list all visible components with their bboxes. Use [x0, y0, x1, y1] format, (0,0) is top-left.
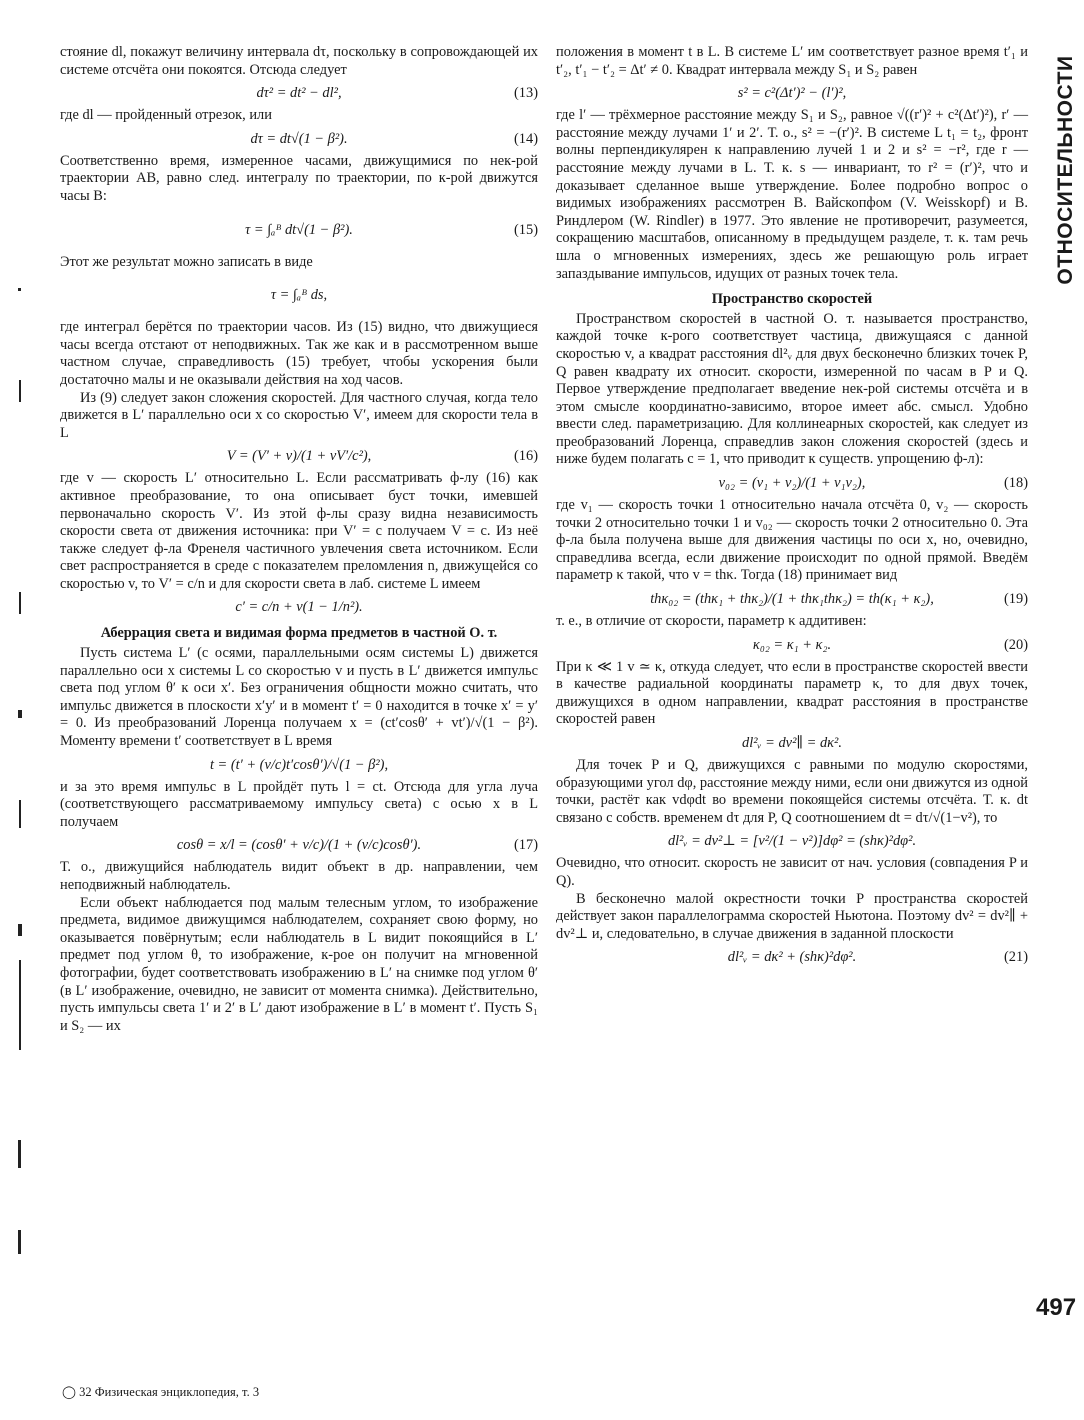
- section-heading: Пространство скоростей: [711, 291, 873, 308]
- paragraph: положения в момент t в L. В системе L′ им соответствует разное время t′₁ и t′₂, t′₁ − t′₂ = Δt′ ≠ 0. Квадрат интервала между S₁ и S₂ равен: [556, 44, 1028, 78]
- equation-20: κ₀₂ = κ₁ + κ₂. (20): [752, 636, 1028, 653]
- scan-mark: [19, 800, 21, 828]
- footer-signature: ◯ 32 Физическая энциклопедия, т. 3: [62, 1385, 260, 1399]
- equation-17a: t = (t′ + (v/c)t′cosθ′)/√(1 − β²),: [209, 756, 389, 773]
- equation-interval: s² = c²(Δt′)² − (l′)²,: [737, 85, 847, 102]
- scan-mark: [18, 710, 22, 718]
- left-column: [60, 44, 538, 1035]
- paragraph: Соответственно время, измеренное часами, движущимися по нек-рой траектории AB, равно след. интегралу по траектории, по к-рой движутся часы B:: [60, 152, 538, 204]
- paragraph: где v — скорость L′ относительно L. Если рассматривать ф-лу (16) как активное преобразование, то она описывает буст точки, имевшей первоначально скорость V′. Из этой ф-лы сразу видна независимость скорости света от движения источника: при V′ = c получаем V = c. Из неё также следует ф-ла Френеля частичного увлечения света источником. Если свет распространяется в среде с показателем преломления n, движущейся со скоростью v, то V′ = c/n и для скорости света в лаб. системе L имеем: [60, 470, 538, 592]
- equation-17: cosθ = x/l = (cosθ′ + v/c)/(1 + (v/c)cosθ′). (17): [176, 837, 538, 854]
- equation-16: V = (V′ + v)/(1 + vV′/c²), (16): [226, 448, 538, 465]
- paragraph: Очевидно, что относит. скорость не зависит от нач. условия (совпадения P и Q).: [556, 855, 1028, 889]
- equation-18: v₀₂ = (v₁ + v₂)/(1 + v₁v₂), (18): [718, 475, 1028, 492]
- section-heading: Аберрация света и видимая форма предметов в частной О. т.: [100, 625, 498, 642]
- scan-mark: [18, 924, 22, 936]
- equation-14: dτ = dt√(1 − β²). (14): [250, 130, 538, 147]
- scan-mark: [19, 380, 21, 402]
- equation-15b: τ = ∫ₐᴮ ds,: [270, 287, 328, 304]
- paragraph: где v₁ — скорость точки 1 относительно начала отсчёта 0, v₂ — скорость точки 2 относительно точки 1 и v₀₂ — скорость точки 2 относительно 0. Эта ф-ла была получена выше для движения частицы по оси x, но, очевидно, справедлива всегда, если движение происходит по одной прямой. Введём параметр κ такой, что v = thκ. Тогда (18) принимает вид: [556, 497, 1028, 584]
- equation-19: thκ₀₂ = (thκ₁ + thκ₂)/(1 + thκ₁thκ₂) = th(κ₁ + κ₂), (19): [650, 591, 1028, 608]
- equation-15: τ = ∫ₐᴮ dt√(1 − β²). (15): [245, 221, 538, 238]
- paragraph: Пусть система L′ (с осями, параллельными осям системы L) движется параллельно оси x системы L со скоростью v и пусть в L′ движется импульс света под углом θ′ к оси x′. Без ограничения общности можно считать, что импульс движется в плоскости x′y′ и в момент t′ = 0 находится в точке x′ = y′ = 0. Из преобразований Лоренца получаем x = (ct′cosθ′ + vt′)/√(1 − β²). Моменту времени t′ соответствует в L время: [60, 645, 538, 750]
- equation-21: dl²ᵥ = dκ² + (shκ)²dφ². (21): [727, 949, 1028, 966]
- equation-parallel: dl²ᵥ = dv²∥ = dκ².: [742, 735, 842, 751]
- right-column: [556, 44, 1028, 971]
- paragraph: Пространством скоростей в частной О. т. называется пространство, каждой точке к-рого соответствует частица, движущаяся с данной скоростью v, а квадрат расстояния dl²ᵥ для двух бесконечно близких точек P, Q равен квадрату их относит. скорости, измеренной по часам в P и Q. Первое утверждение предполагает введение нек-рой системы отсчёта и в этом смысле координатно-зависимо, второе имеет абс. смысл. Удобно ввести след. параметризацию. Для коллинеарных скоростей, как следует из преобразований Лоренца, справедлив закон сложения скоростей (здесь и ниже будем полагать c = 1, что приводит к существ. упрощению ф-л):: [556, 310, 1028, 468]
- paragraph: где интеграл берётся по траектории часов. Из (15) видно, что движущиеся часы всегда отстают от неподвижных. Так же как и в рассмотренном выше частном случае, справедливость (15) требует, чтобы ускорения были достаточно малы и не оказывали действия на ход часов.: [60, 319, 538, 388]
- equation-13: dτ² = dt² − dl², (13): [256, 85, 538, 102]
- scan-mark: [18, 1230, 21, 1254]
- equation-perpendicular: dl²ᵥ = dv²⊥ = [v²/(1 − v²)]dφ² = (shκ)²dφ².: [667, 833, 917, 850]
- paragraph: В бесконечно малой окрестности точки P пространства скоростей действует закон параллелограмма скоростей Ньютона. Поэтому dv² = dv²∥ + dv²⊥ и, следовательно, в случае движения в заданной плоскости: [556, 890, 1028, 942]
- paragraph: При κ ≪ 1 v ≃ κ, откуда следует, что если в пространстве скоростей ввести в качестве радиальной координаты параметр κ, то для двух точек, движущихся в одном направлении, квадрат расстояния в пространстве скоростей равен: [556, 658, 1028, 728]
- paragraph: Из (9) следует закон сложения скоростей. Для частного случая, когда тело движется в L′ параллельно оси x со скоростью V′, имеем для скорости тела в L: [60, 389, 538, 441]
- scan-mark: [19, 592, 21, 614]
- paragraph: т. е., в отличие от скорости, параметр κ аддитивен:: [556, 613, 867, 630]
- scan-mark: [18, 1140, 21, 1168]
- paragraph: Т. о., движущийся наблюдатель видит объект в др. направлении, чем неподвижный наблюдатель.: [60, 859, 538, 893]
- running-title: ОТНОСИТЕЛЬНОСТИ: [1054, 55, 1077, 285]
- paragraph: и за это время импульс в L пройдёт путь l = ct. Отсюда для угла луча (соответствующего рассматриваемому импульсу света) с осью x в L получаем: [60, 778, 538, 830]
- paragraph: стояние dl, покажут величину интервала dτ, поскольку в сопровождающей их системе отсчёта они покоятся. Отсюда следует: [60, 44, 538, 78]
- page-number: 497: [1036, 1294, 1077, 1321]
- paragraph: Для точек P и Q, движущихся с равными по модулю скоростями, образующими угол dφ, расстояние между ними, если они движутся из одной точки, растёт как vdφdt во времени покоящейся системы отсчёта. Т. к. dt связано с собств. временем dτ для P, Q соотношением dt = dτ/√(1−v²), то: [556, 757, 1028, 826]
- equation-16b: c′ = c/n + v(1 − 1/n²).: [235, 599, 363, 616]
- paragraph: где l′ — трёхмерное расстояние между S₁ и S₂, равное √((r′)² + c²(Δt′)²), r′ — расстояние между лучами 1′ и 2′. Т. о., s² = −(r′)². В системе L t₁ = t₂, фронт волны перпендикулярен к направлению лучей 1 и 2 и s² = −r², где r — расстояние между лучами в L. Т. к. s — инвариант, то r² = (r′)², что и доказывает сделанное выше утверждение. Более подробно вопрос о видимых изображениях рассмотрен В. Вайскопфом (V. Weisskopf) и В. Риндлером (W. Rindler) в 1977. Это явление не противоречит, разумеется, сокращению масштабов, описанному в предыдущем разделе, т. к. там речь шла о мгновенных измерениях, здесь же решающую роль играет запаздывание импульсов, идущих от разных точек тела.: [556, 107, 1028, 282]
- paragraph: Этот же результат можно записать в виде: [60, 253, 313, 270]
- paragraph: Если объект наблюдается под малым телесным углом, то изображение предмета, видимое движущимся наблюдателем, сохраняет свою форму, но оказывается повёрнутым; если наблюдатель в L видит покоящийся в L′ предмет под углом θ, то изображение, к-рое он получит на мгновенной фотографии, будет соответствовать изображению в L′ на снимке под углом θ′ (в L′ изображение, очевидно, не зависит от момента снимка). Действительно, пусть импульсы света 1′ и 2′ в L′ дают изображение в L′ в момент t′. Пусть S₁ и S₂ — их: [60, 894, 538, 1034]
- scan-mark: [18, 288, 21, 291]
- scan-mark: [19, 960, 21, 1050]
- paragraph: где dl — пройденный отрезок, или: [60, 107, 272, 124]
